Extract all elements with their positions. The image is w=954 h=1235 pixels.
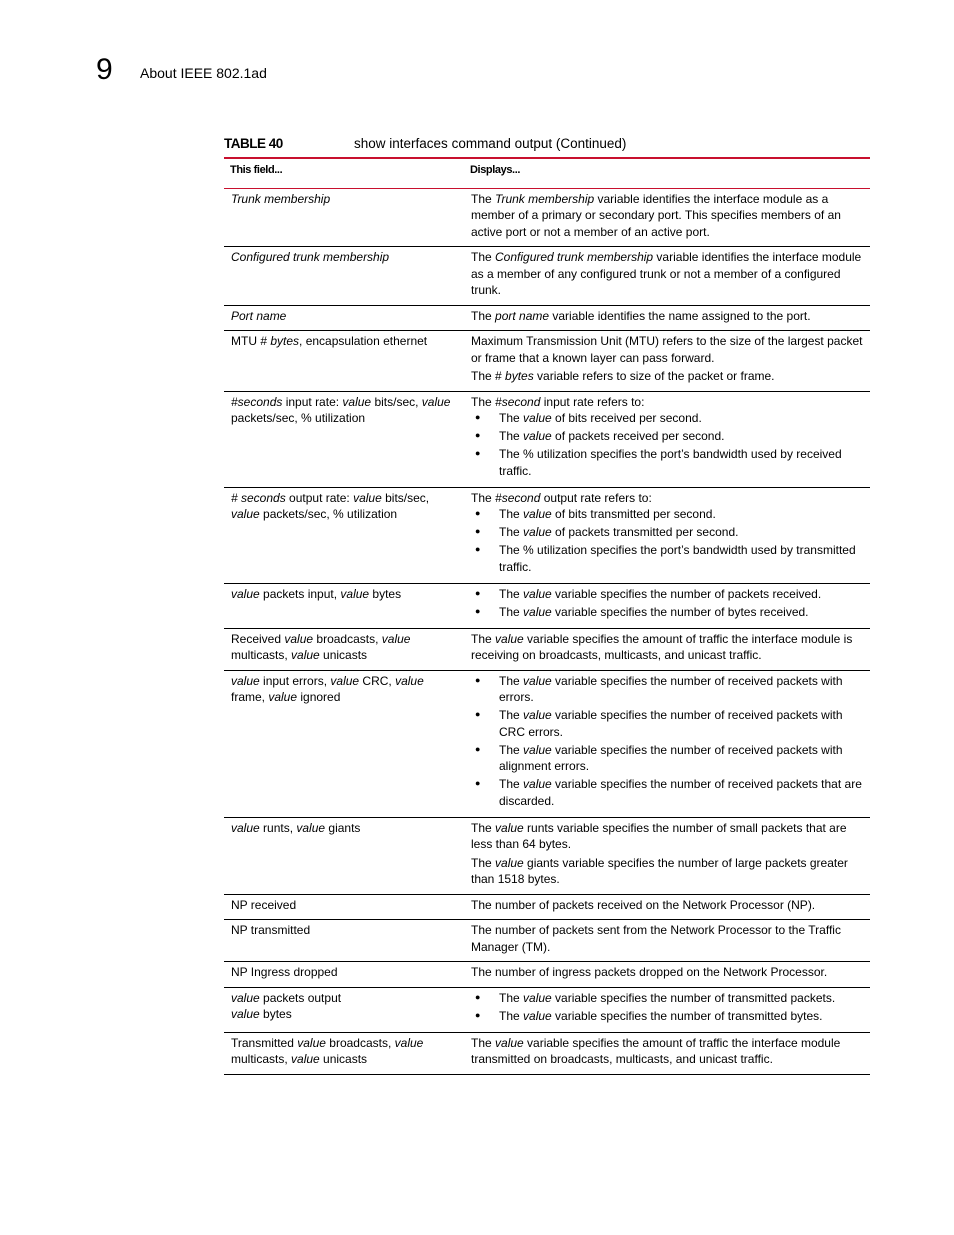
field-cell [224, 817, 464, 894]
description-paragraph [471, 964, 864, 981]
italic-text: value [297, 1035, 326, 1050]
description-cell [464, 670, 870, 817]
chapter-title: About IEEE 802.1ad [140, 65, 267, 81]
text-run: The [471, 631, 496, 646]
italic-text: value [231, 507, 260, 521]
italic-text: value [523, 586, 552, 601]
text-run: output rate: [285, 490, 354, 505]
table-row [224, 628, 870, 670]
bullet-item [471, 542, 864, 575]
field-cell [224, 987, 464, 1032]
text-run: of bits received per second. [551, 411, 702, 425]
text-run: The [499, 673, 524, 688]
italic-text: value [495, 631, 524, 646]
text-run: of packets received per second. [551, 429, 725, 443]
text-run: variable specifies the number of received packets that are discarded. [499, 777, 862, 808]
italic-text: value [523, 525, 552, 539]
text-run: multicasts, [231, 1052, 292, 1066]
italic-text: value [523, 429, 552, 443]
description-paragraph [471, 631, 864, 664]
italic-text: Trunk membership [231, 191, 331, 206]
text-run: of bits transmitted per second. [551, 507, 716, 521]
text-run: frame, [231, 690, 269, 704]
description-cell [464, 817, 870, 894]
italic-text: port name [495, 308, 550, 323]
table-row [224, 1032, 870, 1074]
italic-text: value [231, 990, 260, 1005]
italic-text: value [495, 1035, 524, 1050]
italic-text: value [523, 742, 552, 757]
text-run: The [471, 191, 496, 206]
chapter-number: 9 [96, 53, 113, 86]
field-cell [224, 920, 464, 962]
description-paragraph [471, 394, 864, 411]
text-run: The [499, 429, 524, 443]
text-run: The number of packets sent from the Network Processor to the Traffic Manager (TM). [471, 923, 841, 954]
bullet-list [471, 990, 864, 1025]
italic-text: value [231, 1007, 260, 1021]
description-paragraph [471, 855, 864, 888]
description-paragraph [471, 897, 864, 914]
table-row [224, 487, 870, 583]
italic-text: value [296, 820, 326, 835]
description-cell [464, 487, 870, 583]
text-run: variable specifies the amount of traffic the interface module is receiving on broadcasts, multicasts, and unicast traffic. [471, 631, 853, 662]
column-header-displays: Displays... [464, 159, 870, 188]
text-run: variable specifies the number of packets received. [551, 586, 822, 601]
description-paragraph [471, 368, 864, 385]
description-cell [464, 962, 870, 988]
italic-text: # seconds [231, 490, 286, 505]
text-run: The [499, 525, 524, 539]
text-run: variable specifies the number of transmitted bytes. [551, 1008, 823, 1023]
text-run: variable specifies the number of bytes received. [551, 604, 809, 619]
bullet-list [471, 586, 864, 621]
text-run: The [471, 250, 496, 264]
text-run: The [499, 586, 524, 601]
italic-text: value [268, 690, 298, 704]
text-run: The [499, 1008, 524, 1023]
text-run: NP transmitted [231, 923, 311, 937]
italic-text: value [523, 708, 552, 722]
text-run: The number of packets received on the Network Processor (NP). [471, 897, 816, 912]
bullet-item [471, 506, 864, 523]
description-cell [464, 628, 870, 670]
table-title-rest: command output (Continued) [451, 136, 627, 151]
description-paragraph [471, 249, 864, 299]
italic-text: #seconds [231, 394, 283, 409]
italic-text: value [381, 631, 411, 646]
text-run: Received [231, 631, 285, 646]
text-run: packets/sec, % utilization [231, 411, 366, 425]
description-cell [464, 188, 870, 247]
italic-text: value [495, 855, 524, 870]
text-run: variable specifies the number of received packets with errors. [499, 673, 843, 704]
text-run: packets input, [259, 586, 341, 601]
table-row [224, 305, 870, 331]
bullet-list [471, 506, 864, 575]
text-run: input rate refers to: [540, 394, 645, 409]
italic-text: value [330, 673, 360, 688]
italic-text: value [231, 673, 260, 688]
table-row [224, 987, 870, 1032]
table-row [224, 247, 870, 306]
field-cell [224, 670, 464, 817]
italic-text: Configured trunk membership [231, 250, 390, 264]
text-run: bytes [369, 586, 402, 601]
text-run: The [471, 1035, 496, 1050]
text-run: The [499, 604, 524, 619]
italic-text: value [231, 820, 260, 835]
table-row [224, 188, 870, 247]
description-cell [464, 391, 870, 487]
table-row [224, 894, 870, 920]
field-cell [224, 628, 464, 670]
text-run: The [499, 507, 524, 521]
italic-text: value [523, 411, 552, 425]
italic-text: value [523, 507, 552, 521]
table-row [224, 583, 870, 628]
bullet-item [471, 524, 864, 541]
description-cell [464, 305, 870, 331]
bullet-item [471, 428, 864, 445]
text-run: broadcasts, [313, 631, 382, 646]
text-run: Maximum Transmission Unit (MTU) refers to the size of the largest packet or frame that a known layer can pass forward. [471, 334, 863, 365]
description-cell [464, 583, 870, 628]
text-run: bits/sec, [381, 490, 430, 505]
table-row [224, 962, 870, 988]
text-run: bits/sec, [371, 394, 422, 409]
text-run: bytes [259, 1007, 292, 1021]
description-cell [464, 1032, 870, 1074]
bullet-item [471, 446, 864, 479]
italic-text: value [291, 648, 320, 662]
field-cell [224, 583, 464, 628]
text-run: packets/sec, % utilization [259, 507, 398, 521]
description-cell [464, 987, 870, 1032]
table-number: TABLE 40 [224, 136, 283, 151]
italic-text: value [523, 673, 552, 688]
field-cell [224, 247, 464, 306]
text-run: The [499, 708, 524, 722]
text-run: variable specifies the number of transmitted packets. [551, 990, 836, 1005]
table-row [224, 670, 870, 817]
italic-text: #second [495, 490, 541, 505]
text-run: CRC, [359, 673, 396, 688]
text-run: variable identifies the interface module as a member of a primary or secondary port. This specifies members of an active port or not a member of an active port. [471, 191, 841, 239]
table-row [224, 331, 870, 392]
italic-text: value [340, 586, 370, 601]
bullet-item [471, 1008, 864, 1025]
italic-text: value [523, 777, 552, 791]
description-paragraph [471, 922, 864, 955]
fields-table [224, 159, 870, 1075]
description-paragraph [471, 308, 864, 325]
italic-text: value [495, 820, 524, 835]
text-run: ignored [297, 690, 341, 704]
text-run: giants [325, 820, 361, 835]
italic-text: Configured trunk membership [495, 250, 654, 264]
text-run: NP Ingress dropped [231, 965, 338, 979]
field-cell [224, 487, 464, 583]
bullet-item [471, 707, 864, 740]
text-run: The [471, 855, 496, 870]
text-run: The [471, 490, 496, 505]
description-paragraph [471, 820, 864, 853]
italic-text: value [523, 604, 552, 619]
italic-text: value [395, 673, 424, 688]
text-run: of packets transmitted per second. [551, 525, 739, 539]
bullet-list [471, 410, 864, 479]
bullet-item [471, 776, 864, 809]
text-run: The [471, 820, 496, 835]
column-header-field: This field... [224, 159, 464, 188]
table-caption [224, 135, 870, 159]
text-run: MTU # [231, 334, 271, 348]
bullet-list [471, 673, 864, 810]
text-run: NP received [231, 897, 297, 912]
text-run: The [499, 777, 524, 791]
text-run: The number of ingress packets dropped on the Network Processor. [471, 965, 828, 979]
text-run: runts, [259, 820, 297, 835]
bullet-item [471, 604, 864, 621]
bullet-item [471, 673, 864, 706]
text-run: input rate: [282, 394, 343, 409]
italic-text: value [291, 1052, 320, 1066]
italic-text: value [394, 1035, 424, 1050]
field-cell [224, 305, 464, 331]
italic-text: bytes [270, 334, 300, 348]
table-row [224, 920, 870, 962]
table-body [224, 188, 870, 1074]
text-run: unicasts [319, 1052, 368, 1066]
text-run: , encapsulation ethernet [299, 334, 428, 348]
text-run: variable specifies the number of received packets with alignment errors. [499, 742, 843, 773]
italic-text: value [523, 1008, 552, 1023]
table-row [224, 817, 870, 894]
italic-text: Port name [231, 308, 287, 323]
italic-text: value [523, 990, 552, 1005]
text-run: runts variable specifies the number of small packets that are less than 64 bytes. [471, 820, 847, 851]
italic-text: bytes [505, 369, 534, 383]
description-paragraph [471, 191, 864, 241]
table-row [224, 391, 870, 487]
italic-text: value [231, 586, 260, 601]
text-run: variable specifies the amount of traffic the interface module transmitted on broadcasts, multicasts, and unicast traffic. [471, 1035, 841, 1066]
italic-text: value [342, 394, 372, 409]
text-run: giants variable specifies the number of large packets greater than 1518 bytes. [471, 855, 848, 886]
description-cell [464, 331, 870, 392]
field-cell [224, 962, 464, 988]
bullet-item [471, 742, 864, 775]
description-cell [464, 920, 870, 962]
field-cell [224, 391, 464, 487]
text-run: output rate refers to: [540, 490, 652, 505]
text-run: variable identifies the name assigned to the port. [549, 308, 811, 323]
text-run: variable specifies the number of received packets with CRC errors. [499, 708, 843, 739]
text-run: Transmitted [231, 1035, 298, 1050]
text-run: variable identifies the interface module as a member of any configured trunk or not a member of a configured trunk. [471, 250, 862, 297]
italic-text: Trunk membership [495, 191, 595, 206]
description-paragraph [471, 333, 864, 366]
text-run: The % utilization specifies the port’s bandwidth used by received traffic. [499, 447, 842, 478]
text-run: The [499, 990, 524, 1005]
bullet-item [471, 586, 864, 603]
text-run: The % utilization specifies the port’s bandwidth used by transmitted traffic. [499, 543, 856, 574]
field-cell [224, 331, 464, 392]
field-cell [224, 894, 464, 920]
italic-text: value [421, 394, 451, 409]
field-cell [224, 188, 464, 247]
table-title [354, 135, 626, 153]
description-paragraph [471, 1035, 864, 1068]
text-run: input errors, [259, 673, 331, 688]
italic-text: #second [495, 394, 541, 409]
text-run: unicasts [319, 648, 368, 662]
field-cell [224, 1032, 464, 1074]
table-title-command: show interfaces [354, 136, 448, 151]
text-run: variable refers to size of the packet or frame. [533, 369, 775, 383]
text-run: packets output [259, 990, 342, 1005]
text-run: broadcasts, [325, 1035, 395, 1050]
italic-text: value [353, 490, 382, 505]
text-run: multicasts, [231, 648, 292, 662]
text-run: The [499, 411, 524, 425]
description-cell [464, 894, 870, 920]
text-run: The [471, 394, 496, 409]
text-run: The [499, 742, 524, 757]
table-header-row [224, 159, 870, 188]
bullet-item [471, 410, 864, 427]
bullet-item [471, 990, 864, 1007]
italic-text: value [284, 631, 314, 646]
text-run: The [471, 308, 496, 323]
description-paragraph [471, 490, 864, 507]
description-cell [464, 247, 870, 306]
text-run: The # [471, 369, 506, 383]
